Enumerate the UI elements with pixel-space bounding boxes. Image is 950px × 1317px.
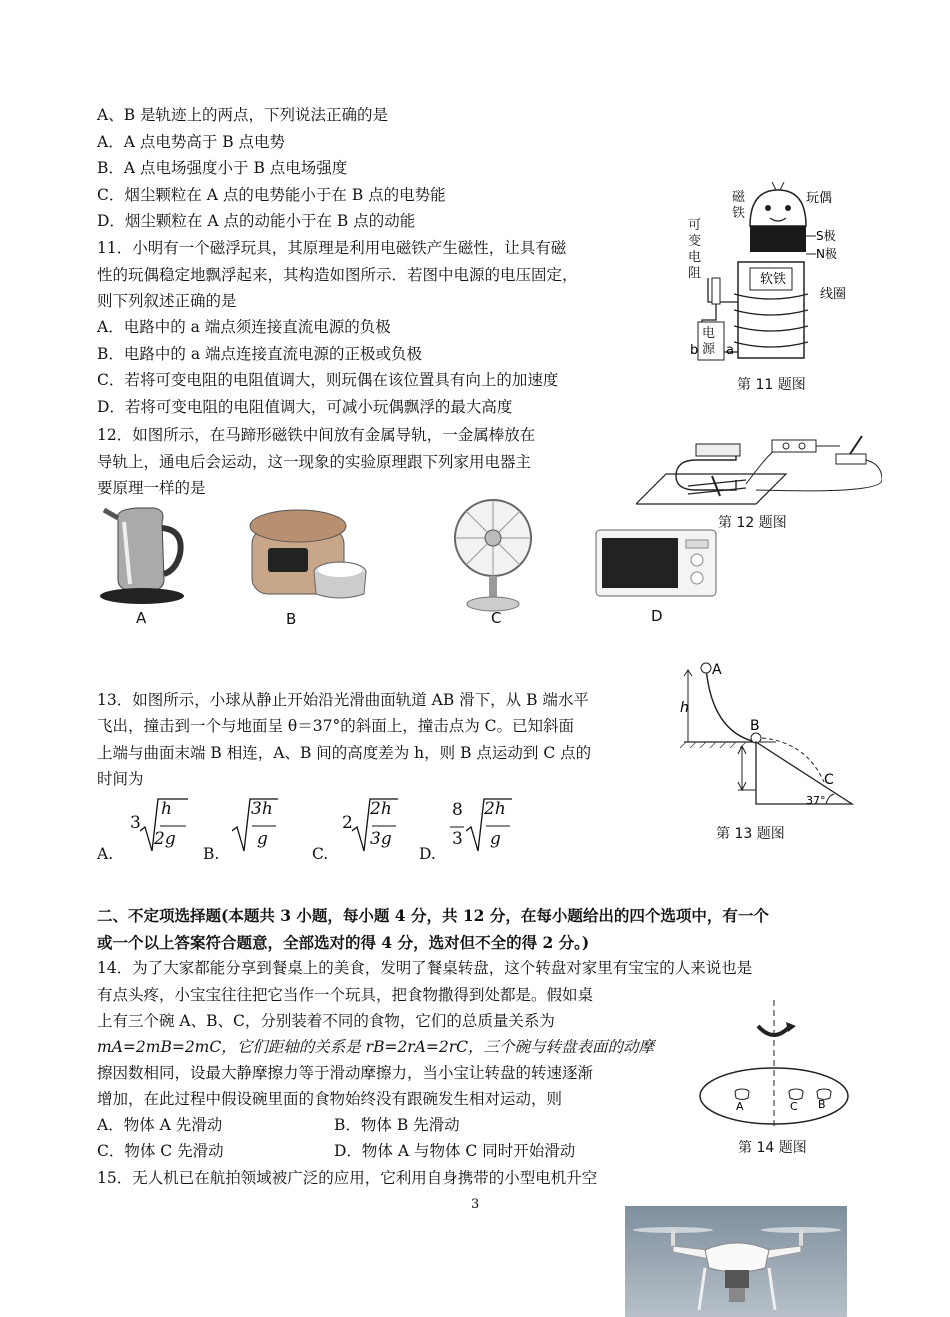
q12-stem-2: 导轨上，通电后会运动，这一现象的实验原理跟下列家用电器主 bbox=[97, 453, 532, 471]
q11-option-d: D．若将可变电阻的电阻值调大，可减小玩偶飘浮的最大高度 bbox=[97, 398, 513, 416]
fig11-a-label: a bbox=[726, 343, 734, 358]
option-c: C．烟尘颗粒在 A 点的电势能小于在 B 点的电势能 bbox=[97, 186, 446, 204]
q13-option-a-label: A. bbox=[97, 845, 114, 863]
q14-stem-4: mA=2mB=2mC，它们距轴的关系是 rB=2rA=2rC，三个碗与转盘表面的动摩 bbox=[97, 1038, 655, 1056]
q14-option-b: B．物体 B 先滑动 bbox=[334, 1116, 460, 1134]
q11-stem-2: 性的玩偶稳定地飘浮起来，其构造如图所示．若图中电源的电压固定， bbox=[97, 266, 578, 284]
q13-b-den: g bbox=[257, 829, 268, 849]
q14-option-d: D．物体 A 与物体 C 同时开始滑动 bbox=[334, 1142, 576, 1160]
fig11-s-label: S极 bbox=[816, 229, 836, 243]
fig11-coil-label: 线圈 bbox=[820, 287, 847, 302]
q14-stem-5: 擦因数相同，设最大静摩擦力等于滑动摩擦力，当小宝让转盘的转速逐渐 bbox=[97, 1064, 594, 1082]
q11-option-a: A．电路中的 a 端点须连接直流电源的负极 bbox=[97, 318, 391, 336]
q11-option-b: B．电路中的 a 端点连接直流电源的正极或负极 bbox=[97, 345, 422, 363]
q13-stem-4: 时间为 bbox=[97, 770, 144, 788]
q13-c-den: 3g bbox=[370, 829, 392, 849]
fig14-a-label: A bbox=[736, 1100, 744, 1113]
q13-a-den: 2g bbox=[154, 829, 176, 849]
fig13-h-label: h bbox=[680, 700, 689, 716]
fig13-caption: 第 13 题图 bbox=[716, 826, 785, 842]
q13-option-b-label: B. bbox=[203, 845, 220, 863]
q13-b-num: 3h bbox=[251, 799, 273, 819]
microwave-image bbox=[594, 528, 718, 598]
q12-option-c: C bbox=[491, 609, 502, 627]
fig11-caption: 第 11 题图 bbox=[737, 377, 806, 393]
line-text: A、B 是轨迹上的两点，下列说法正确的是 bbox=[97, 106, 389, 124]
q14-stem-3: 上有三个碗 A、B、C，分别装着不同的食物，它们的总质量关系为 bbox=[97, 1012, 555, 1030]
q13-d-coef-num: 8 bbox=[452, 800, 463, 820]
option-a: A．A 点电势高于 B 点电势 bbox=[97, 133, 286, 151]
q13-d-num: 2h bbox=[484, 799, 506, 819]
q12-option-d: D bbox=[651, 607, 663, 625]
q11-stem-1: 11．小明有一个磁浮玩具，其原理是利用电磁铁产生磁性，让具有磁 bbox=[97, 239, 567, 257]
q13-a-coef: 3 bbox=[130, 813, 141, 833]
fan-image bbox=[446, 496, 540, 614]
page-number: 3 bbox=[471, 1197, 480, 1212]
fig14-diagram bbox=[696, 1000, 856, 1130]
q12-stem-3: 要原理一样的是 bbox=[97, 479, 206, 497]
q14-stem-2: 有点头疼，小宝宝往往把它当作一个玩具，把食物撒得到处都是。假如桌 bbox=[97, 986, 594, 1004]
fig14-b-label: B bbox=[818, 1098, 826, 1111]
rice-cooker-image bbox=[244, 502, 372, 602]
fig11-magnet-label: 磁铁 bbox=[732, 190, 746, 221]
q13-option-c-label: C. bbox=[312, 845, 329, 863]
q13-c-num: 2h bbox=[370, 799, 392, 819]
q13-stem-2: 飞出，撞击到一个与地面呈 θ＝37°的斜面上，撞击点为 C。已知斜面 bbox=[97, 717, 575, 735]
section2-heading-1: 二、不定项选择题(本题共 3 小题，每小题 4 分，共 12 分，在每小题给出的四个选项中，有一个 bbox=[97, 906, 769, 925]
q14-stem-6: 增加，在此过程中假设碗里面的食物始终没有跟碗发生相对运动，则 bbox=[97, 1090, 563, 1108]
q12-option-a: A bbox=[136, 609, 147, 627]
fig13-c-label: C bbox=[824, 772, 834, 788]
q13-d-den: g bbox=[490, 829, 501, 849]
fig14-caption: 第 14 题图 bbox=[738, 1140, 807, 1156]
q11-stem-3: 则下列叙述正确的是 bbox=[97, 292, 237, 310]
q14-option-a: A．物体 A 先滑动 bbox=[97, 1116, 223, 1134]
q13-c-coef: 2 bbox=[342, 813, 353, 833]
q12-stem-1: 12．如图所示，在马蹄形磁铁中间放有金属导轨，一金属棒放在 bbox=[97, 426, 536, 444]
q13-d-coef-den: 3 bbox=[452, 829, 463, 849]
option-b: B．A 点电场强度小于 B 点电场强度 bbox=[97, 159, 348, 177]
fig13-a-label: A bbox=[712, 662, 722, 678]
fig12-caption: 第 12 题图 bbox=[718, 515, 787, 531]
fig11-iron-label: 软铁 bbox=[760, 272, 787, 287]
kettle-image bbox=[96, 500, 188, 606]
fig13-diagram bbox=[676, 658, 856, 814]
q12-option-b: B bbox=[286, 610, 297, 628]
fig11-b-label: b bbox=[690, 343, 699, 358]
q14-stem-1: 14．为了大家都能分享到餐桌上的美食，发明了餐桌转盘，这个转盘对家里有宝宝的人来说也是 bbox=[97, 959, 753, 977]
q14-option-c: C．物体 C 先滑动 bbox=[97, 1142, 224, 1160]
fig11-varres-label: 可变电阻 bbox=[688, 218, 702, 281]
q15-stem-1: 15．无人机已在航拍领域被广泛的应用，它利用自身携带的小型电机升空 bbox=[97, 1169, 598, 1187]
fig11-n-label: N极 bbox=[816, 247, 837, 261]
q13-option-d-label: D. bbox=[419, 845, 436, 863]
fig12-diagram bbox=[636, 424, 882, 508]
fig11-doll-label: 玩偶 bbox=[806, 191, 833, 206]
section2-heading-2: 或一个以上答案符合题意，全部选对的得 4 分，选对但不全的得 2 分。) bbox=[97, 933, 590, 952]
fig14-c-label: C bbox=[790, 1100, 798, 1113]
option-d: D．烟尘颗粒在 A 点的动能小于在 B 点的动能 bbox=[97, 212, 416, 230]
q13-a-num: h bbox=[161, 799, 172, 819]
q11-option-c: C．若将可变电阻的电阻值调大，则玩偶在该位置具有向上的加速度 bbox=[97, 371, 559, 389]
q13-stem-1: 13．如图所示，小球从静止开始沿光滑曲面轨道 AB 滑下，从 B 端水平 bbox=[97, 691, 589, 709]
drone-image bbox=[625, 1206, 847, 1317]
q13-stem-3: 上端与曲面末端 B 相连，A、B 间的高度差为 h，则 B 点运动到 C 点的 bbox=[97, 744, 592, 762]
fig11-power-label: 电源 bbox=[702, 326, 716, 357]
fig13-angle-label: 37° bbox=[806, 794, 826, 807]
fig13-b-label: B bbox=[750, 718, 760, 734]
